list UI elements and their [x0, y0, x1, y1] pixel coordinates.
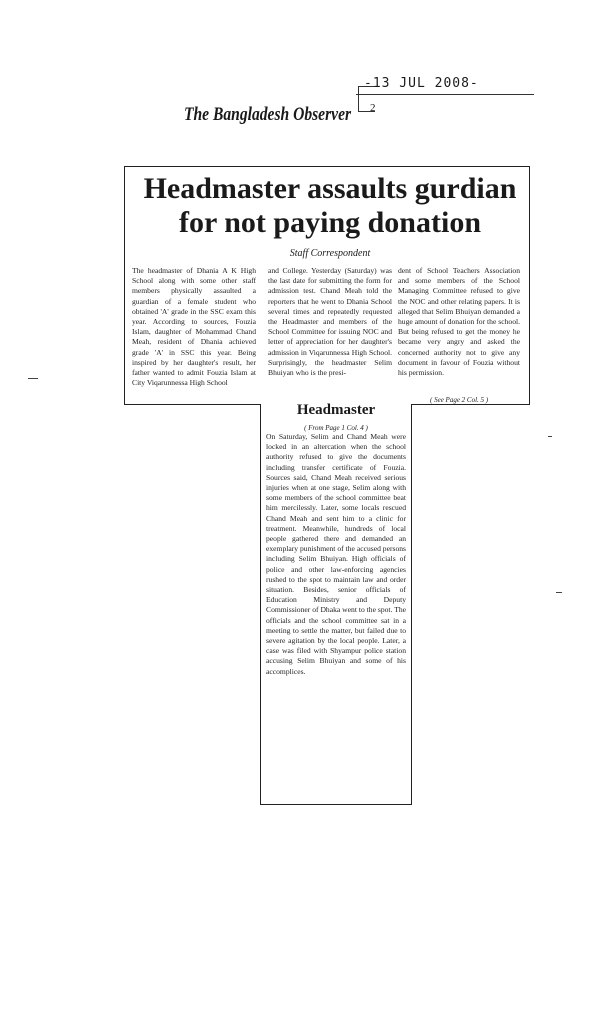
stamp-date: -13 JUL 2008- — [364, 76, 479, 91]
clip-edge-bottom — [260, 804, 412, 805]
byline: Staff Correspondent — [289, 248, 371, 259]
stamp-divider — [356, 94, 534, 95]
clip-edge-top — [124, 166, 530, 167]
clip-edge-stem-right — [411, 404, 412, 804]
clip-edge-shoulder-left — [124, 404, 260, 405]
scan-mark — [28, 378, 38, 379]
continuation-heading: Headmaster — [296, 402, 376, 418]
date-stamp — [356, 76, 536, 136]
article-column-1: The headmaster of Dhania A K High School along with some other staff members physically assaulted a guardian of a female student who obtained 'A' grade in the SSC exam this year. According to sources, Fouzia Islam, daughter of Mohammad Chand Meah, resident of Dhania achieved grade 'A' in SSC this year. Being inspired by her daughter's result, her father wanted to admit Fouzia Islam at City Viqarunnessa High School — [132, 266, 256, 388]
clip-edge-shoulder-right — [412, 404, 530, 405]
headline-line-1: Headmaster assaults gurdian — [143, 172, 517, 205]
continuation-source: ( From Page 1 Col. 4 ) — [304, 424, 368, 432]
newspaper-name: The Bangladesh Observer — [184, 104, 352, 125]
article-column-3: dent of School Teachers Association and some members of the School Managing Committee refused to give the NOC and other relating papers. It is alleged that Selim Bhuiyan demanded a huge amount of donation for the school. But being refused to get the money he became very angry and asked the concerned authority not to give any document in favour of Fouzia without his permission. — [398, 266, 520, 378]
article-continuation-column: On Saturday, Selim and Chand Meah were locked in an altercation when the school authority refused to give the documents including transfer certificate of Fouzia. Sources said, Chand Meah received serious injuries when at one stage, Selim along with some members of the school committee beat him mercilessly. Later, some locals rescued Chand Meah and sent him to a clinic for treatment. Meanwhile, hundreds of local people gathered there and demanded an exemplary punishment of the accused persons including Selim Bhuiyan. High officials of police and other law-enforcing agencies rushed to the spot to maintain law and order situation. Besides, senior officials of Education Ministry and Deputy Commissioner of Dhaka went to the spot. The officials and the school committee sat in a meeting to settle the matter, but failed due to severe agitation by the local people. Later, a case was filed with Shyampur police station accusing Selim Bhuiyan and some of his accomplices. — [266, 432, 406, 676]
continuation-reference: ( See Page 2 Col. 5 ) — [430, 396, 489, 404]
scan-mark — [556, 592, 562, 593]
stamp-page: 2 — [370, 102, 376, 114]
scan-mark — [548, 436, 552, 437]
article-column-2: and College. Yesterday (Saturday) was the last date for submitting the form for admission test. Chand Meah told the reporters that he went to Dhania School several times and repeatedly requested the Headmaster and members of the School Committee for issuing NOC and letter of appreciation for her daughter's admission in Viqarunnessa High School. Surprisingly, the headmaster Selim Bhuiyan who is the presi- — [268, 266, 392, 378]
clip-edge-left — [124, 166, 125, 404]
headline-line-2: for not paying donation — [178, 206, 482, 239]
clip-edge-stem-left — [260, 404, 261, 804]
